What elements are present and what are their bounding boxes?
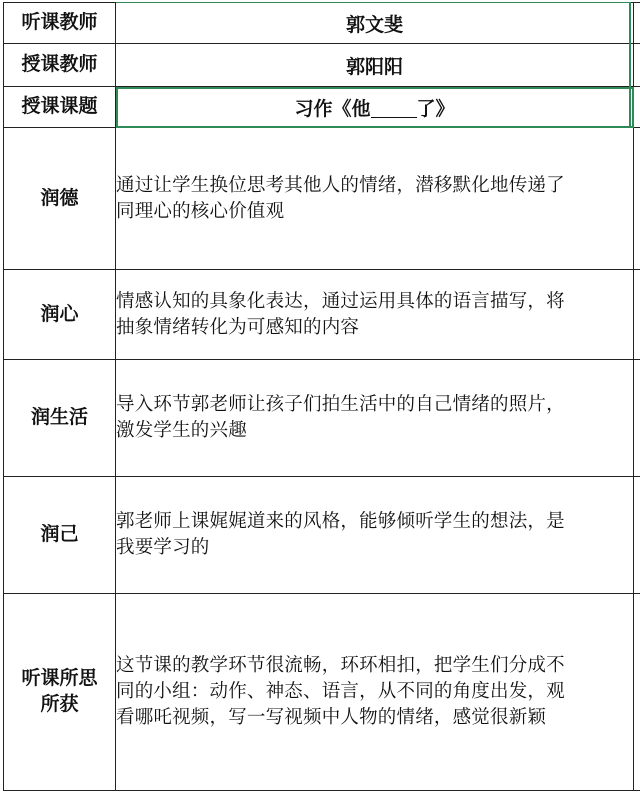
row-label: 润德 [4,128,116,270]
row-gains [4,594,640,791]
row-content[interactable] [116,594,634,791]
content-line: 这节课的教学环节很流畅，环环相扣，把学生们分成不 [116,655,565,677]
selection-border-top [116,2,631,3]
row-content[interactable] [116,270,634,360]
extra-column-cell [634,128,640,270]
observer-label: 听课教师 [4,3,116,44]
row-runshenghuo [4,360,640,477]
row-label: 润心 [4,270,116,360]
observer-name[interactable]: 郭文斐 [116,3,634,44]
observer-row [4,3,640,44]
extra-column-cell [634,270,640,360]
row-runji [4,477,640,594]
teacher-row [4,44,640,87]
content-line: 通过让学生换位思考其他人的情绪，潜移默化地传递了 [116,174,565,196]
row-label: 润生活 [4,360,116,477]
row-runde [4,128,640,270]
row-label [4,594,116,791]
row-content[interactable] [116,360,634,477]
content-line: 我要学习的 [116,537,210,558]
row-label-line: 听课所思 [21,667,98,690]
row-runxin [4,270,640,360]
extra-column-cell [634,3,640,44]
extra-column-cell [634,477,640,594]
row-label: 润己 [4,477,116,594]
lesson-observation-table [3,2,640,791]
content-line: 同的小组：动作、神态、语言，从不同的角度出发，观 [116,681,565,703]
row-content[interactable] [116,477,634,594]
content-line: 导入环节郭老师让孩子们拍生活中的自己情绪的照片， [116,394,565,416]
content-line: 抽象情绪转化为可感知的内容 [116,316,360,338]
extra-column-cell [634,594,640,791]
topic-value[interactable] [116,87,634,128]
content-line: 看哪吒视频，写一写视频中人物的情绪，感觉很新颖 [116,706,547,728]
teacher-label: 授课教师 [4,44,116,87]
row-content[interactable] [116,128,634,270]
content-line: 情感认知的具象化表达，通过运用具体的语言描写，将 [116,290,565,312]
selection-border-right [629,2,631,128]
extra-column-cell [634,44,640,87]
content-line: 激发学生的兴趣 [116,420,247,441]
topic-label: 授课课题 [4,87,116,128]
content-line: 同理心的核心价值观 [116,200,285,222]
row-label-line: 所获 [40,693,79,715]
content-line: 郭老师上课娓娓道来的风格，能够倾听学生的想法，是 [116,511,565,533]
topic-suffix: 了》 [416,97,455,120]
extra-column-cell [634,87,640,128]
topic-blank [371,116,417,118]
topic-row [4,87,640,128]
teacher-name[interactable]: 郭阳阳 [116,44,634,87]
topic-prefix: 习作《他 [294,97,371,120]
extra-column-cell [634,360,640,477]
